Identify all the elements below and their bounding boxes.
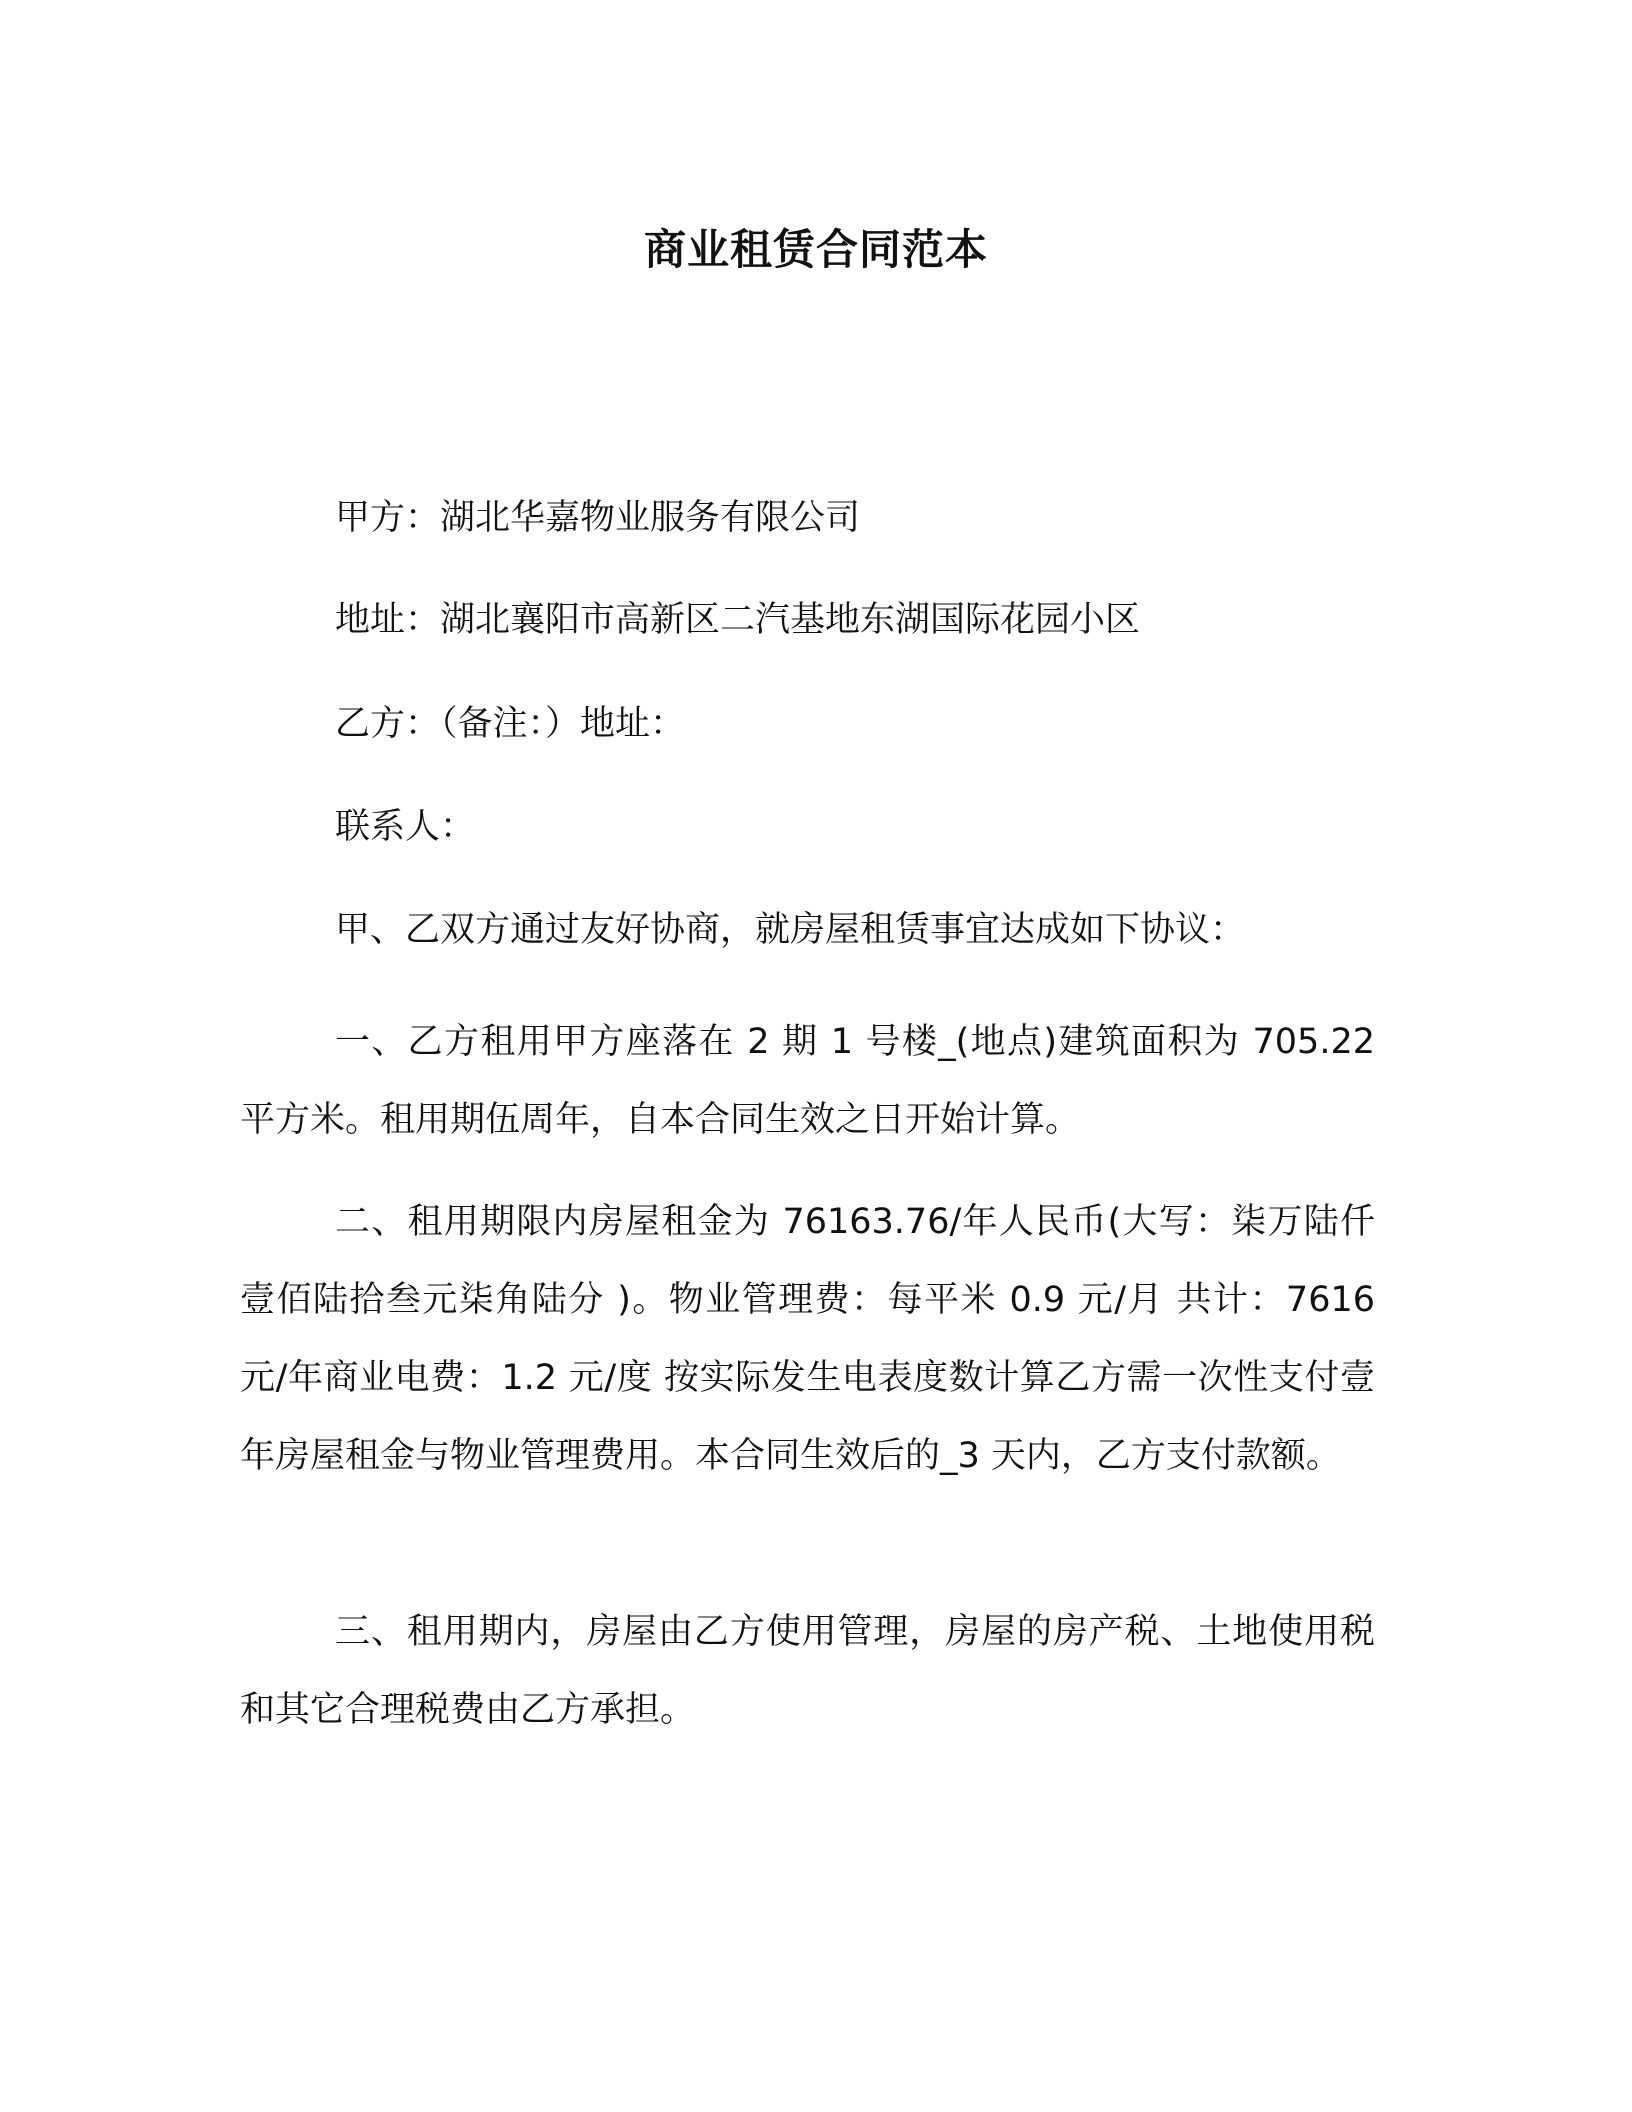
contact-line: 联系人： xyxy=(335,807,476,847)
clause-1: 一、乙方租用甲方座落在 2 期 1 号楼_(地点)建筑面积为 705.22 平方米。租用期伍周年，自本合同生效之日开始计算。 xyxy=(240,1022,1375,1140)
party-a-line: 甲方：湖北华嘉物业服务有限公司 xyxy=(335,498,861,538)
document-title: 商业租赁合同范本 xyxy=(643,225,988,274)
clause-3: 三、租用期内，房屋由乙方使用管理，房屋的房产税、土地使用税和其它合理税费由乙方承担。 xyxy=(240,1612,1375,1730)
party-b-line: 乙方：（备注：）地址： xyxy=(335,704,686,744)
clause-2: 二、租用期限内房屋租金为 76163.76/年人民币(大写：柒万陆仟壹佰陆拾叁元柒角陆分 )。物业管理费：每平米 0.9 元/月 共计：7616 元/年商业电费：1.2 元/度 按实际发生电表度数计算乙方需一次性支付壹年房屋租金与物业管理费用。本合同生效后的_3 天内，乙方支付款额。 xyxy=(240,1202,1375,1476)
intro-line: 甲、乙双方通过友好协商，就房屋租赁事宜达成如下协议： xyxy=(335,910,1246,950)
address-line: 地址：湖北襄阳市高新区二汽基地东湖国际花园小区 xyxy=(335,600,1141,640)
